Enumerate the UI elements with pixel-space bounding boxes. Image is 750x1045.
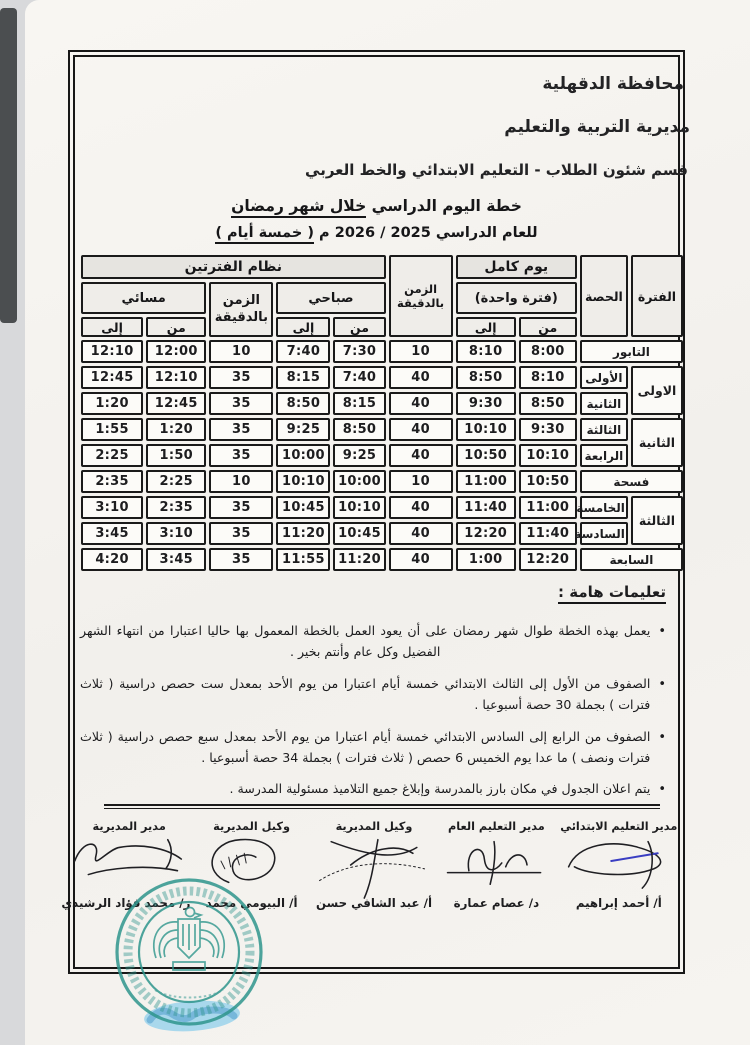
time-cell: 10:10 [276, 470, 330, 493]
minutes-cell: 40 [389, 444, 453, 467]
signature-separator-line [104, 804, 660, 809]
time-cell: 11:40 [519, 522, 577, 545]
time-cell: 2:25 [146, 470, 206, 493]
time-cell: 7:40 [276, 340, 330, 363]
minutes-cell: 40 [389, 548, 453, 571]
time-cell: 8:50 [333, 418, 385, 441]
time-cell: 8:50 [276, 392, 330, 415]
period-cell: الاولى [631, 366, 683, 415]
minutes-cell: 35 [209, 366, 273, 389]
row-label: فسحة [580, 470, 683, 493]
time-cell: 11:00 [456, 470, 516, 493]
time-cell: 11:55 [276, 548, 330, 571]
time-cell: 10:00 [333, 470, 385, 493]
minutes-cell: 40 [389, 522, 453, 545]
ramadan-schedule-table [78, 252, 686, 574]
bullet-icon: • [658, 782, 666, 798]
table-row-break [81, 470, 683, 493]
governorate-title: محافظة الدقهلية [542, 74, 684, 94]
session-cell: السادسة [580, 522, 628, 545]
directorate-title: مديرية التربية والتعليم [504, 117, 690, 137]
period-cell: الثانية [631, 418, 683, 467]
col-full-from: من [519, 317, 577, 337]
table-row [81, 444, 683, 467]
title-underlined: خلال شهر رمضان [231, 197, 366, 218]
minutes-cell: 10 [209, 340, 273, 363]
title-prefix: خطة اليوم الدراسي [371, 197, 522, 215]
time-cell: 11:00 [519, 496, 577, 519]
minutes-cell: 40 [389, 366, 453, 389]
time-cell: 8:10 [456, 340, 516, 363]
time-cell: 10:00 [276, 444, 330, 467]
signature-block-general-education-director: مدير التعليم العام د/ عصام عمارة [435, 820, 557, 916]
col-full-day: يوم كامل [456, 255, 577, 279]
time-cell: 8:50 [519, 392, 577, 415]
bullet-icon: • [658, 624, 666, 639]
important-instructions [80, 582, 666, 802]
time-cell: 1:50 [146, 444, 206, 467]
scan-edge [0, 8, 17, 323]
time-cell: 3:45 [146, 548, 206, 571]
department-title: قسم شئون الطلاب - التعليم الابتدائي والخط العربي [305, 161, 688, 179]
col-minutes-fullday: الزمن بالدقيقة [389, 255, 453, 337]
time-cell: 7:40 [333, 366, 385, 389]
col-morning-to: إلى [276, 317, 330, 337]
table-row-assembly [81, 340, 683, 363]
time-cell: 1:00 [456, 548, 516, 571]
bullet-icon: • [658, 676, 666, 692]
time-cell: 2:35 [81, 470, 143, 493]
minutes-cell: 40 [389, 392, 453, 415]
minutes-cell: 35 [209, 548, 273, 571]
minutes-cell: 35 [209, 496, 273, 519]
minutes-cell: 40 [389, 418, 453, 441]
time-cell: 9:30 [456, 392, 516, 415]
bullet-icon: • [658, 729, 666, 745]
time-cell: 12:20 [456, 522, 516, 545]
minutes-cell: 40 [389, 496, 453, 519]
instruction-item: • الصفوف من الأول إلى الثالث الابتدائي خمسة أيام اعتبارا من يوم الأحد بمعدل ست حصص دراسية ( ثلاث فترات ) بجملة 30 حصة أسبوعيا . [80, 673, 666, 716]
time-cell: 3:10 [81, 496, 143, 519]
row-label: السابعة [580, 548, 683, 571]
time-cell: 12:20 [519, 548, 577, 571]
minutes-cell: 10 [389, 340, 453, 363]
session-cell: الأولى [580, 366, 628, 389]
time-cell: 2:35 [146, 496, 206, 519]
col-evening-from: من [146, 317, 206, 337]
period-cell: الثالثة [631, 496, 683, 545]
session-cell: الخامسة [580, 496, 628, 519]
col-period: الفترة [631, 255, 683, 337]
document-subtitle [68, 225, 685, 241]
instruction-item: • الصفوف من الرابع إلى السادس الابتدائي خمسة أيام اعتبارا من يوم الأحد بمعدل سبع حصص دراسية ( ثلاث فترات ونصف ) ما عدا يوم الخميس 6 حصص ( ثلاث فترات ) بجملة 34 حصة أسبوعيا . [80, 726, 666, 769]
time-cell: 10:10 [519, 444, 577, 467]
minutes-cell: 35 [209, 444, 273, 467]
col-session: الحصة [580, 255, 628, 337]
time-cell: 11:20 [333, 548, 385, 571]
time-cell: 3:45 [81, 522, 143, 545]
session-cell: الثالثة [580, 418, 628, 441]
time-cell: 1:20 [81, 392, 143, 415]
time-cell: 1:20 [146, 418, 206, 441]
signature-scribble [437, 830, 555, 892]
time-cell: 9:25 [333, 444, 385, 467]
time-cell: 12:10 [146, 366, 206, 389]
minutes-cell: 35 [209, 392, 273, 415]
signature-block-directorate-director: مدير المديرية ر/ محمد فؤاد الرشيدي [61, 820, 191, 910]
table-row [81, 392, 683, 415]
instruction-item: • يتم اعلان الجدول في مكان بارز بالمدرسة وإبلاغ جميع التلاميذ مسئولية المدرسة . [80, 778, 666, 801]
instruction-item: • يعمل بهذه الخطة طوال شهر رمضان على أن يعود العمل بالخطة المعمول بها حاليا اعتبارا من انتهاء الشهر الفضيل وكل عام وأنتم بخير . [80, 620, 666, 663]
time-cell: 3:10 [146, 522, 206, 545]
signature-block-primary-education-director: مدير التعليم الابتدائي أ/ أحمد إبراهيم [560, 820, 678, 910]
table-row [81, 496, 683, 519]
time-cell: 8:15 [276, 366, 330, 389]
time-cell: 8:00 [519, 340, 577, 363]
official-eagle-stamp-icon [102, 866, 277, 1038]
table-row [81, 418, 683, 441]
minutes-cell: 35 [209, 522, 273, 545]
col-morning: صباحي [276, 282, 385, 314]
col-one-period: (فترة واحدة) [456, 282, 577, 314]
time-cell: 7:30 [333, 340, 385, 363]
col-evening: مسائي [81, 282, 206, 314]
time-cell: 2:25 [81, 444, 143, 467]
time-cell: 10:45 [276, 496, 330, 519]
time-cell: 12:00 [146, 340, 206, 363]
row-label: التابور [580, 340, 683, 363]
time-cell: 9:25 [276, 418, 330, 441]
col-evening-to: إلى [81, 317, 143, 337]
time-cell: 8:50 [456, 366, 516, 389]
document-title [68, 197, 685, 215]
table-row [81, 366, 683, 389]
time-cell: 8:10 [519, 366, 577, 389]
session-cell: الرابعة [580, 444, 628, 467]
session-cell: الثانية [580, 392, 628, 415]
minutes-cell: 10 [389, 470, 453, 493]
col-full-to: إلى [456, 317, 516, 337]
time-cell: 11:20 [276, 522, 330, 545]
col-morning-from: من [333, 317, 385, 337]
time-cell: 12:10 [81, 340, 143, 363]
time-cell: 10:50 [456, 444, 516, 467]
time-cell: 12:45 [146, 392, 206, 415]
time-cell: 9:30 [519, 418, 577, 441]
time-cell: 4:20 [81, 548, 143, 571]
signature-scribble [315, 830, 433, 900]
minutes-cell: 10 [209, 470, 273, 493]
time-cell: 1:55 [81, 418, 143, 441]
table-row [81, 522, 683, 545]
col-minutes-twoperiod: الزمن بالدقيقة [209, 282, 273, 337]
time-cell: 12:45 [81, 366, 143, 389]
time-cell: 10:10 [456, 418, 516, 441]
time-cell: 8:15 [333, 392, 385, 415]
time-cell: 11:40 [456, 496, 516, 519]
signature-block-directorate-deputy-1: وكيل المديرية أ/ عبد الشافي حسن [315, 820, 433, 910]
col-two-period-system: نظام الفترتين [81, 255, 386, 279]
subtitle-underlined: ( خمسة أيام ) [215, 225, 314, 244]
subtitle-prefix: للعام الدراسي 2025 / 2026 م [319, 225, 538, 241]
time-cell: 10:10 [333, 496, 385, 519]
time-cell: 10:50 [519, 470, 577, 493]
time-cell: 10:45 [333, 522, 385, 545]
minutes-cell: 35 [209, 418, 273, 441]
signature-scribble [560, 830, 678, 892]
table-row-seventh [81, 548, 683, 571]
instructions-title: تعليمات هامة : [558, 583, 666, 604]
signature-block-directorate-deputy-2: وكيل المديرية أ/ البيومي محمد [190, 820, 312, 916]
